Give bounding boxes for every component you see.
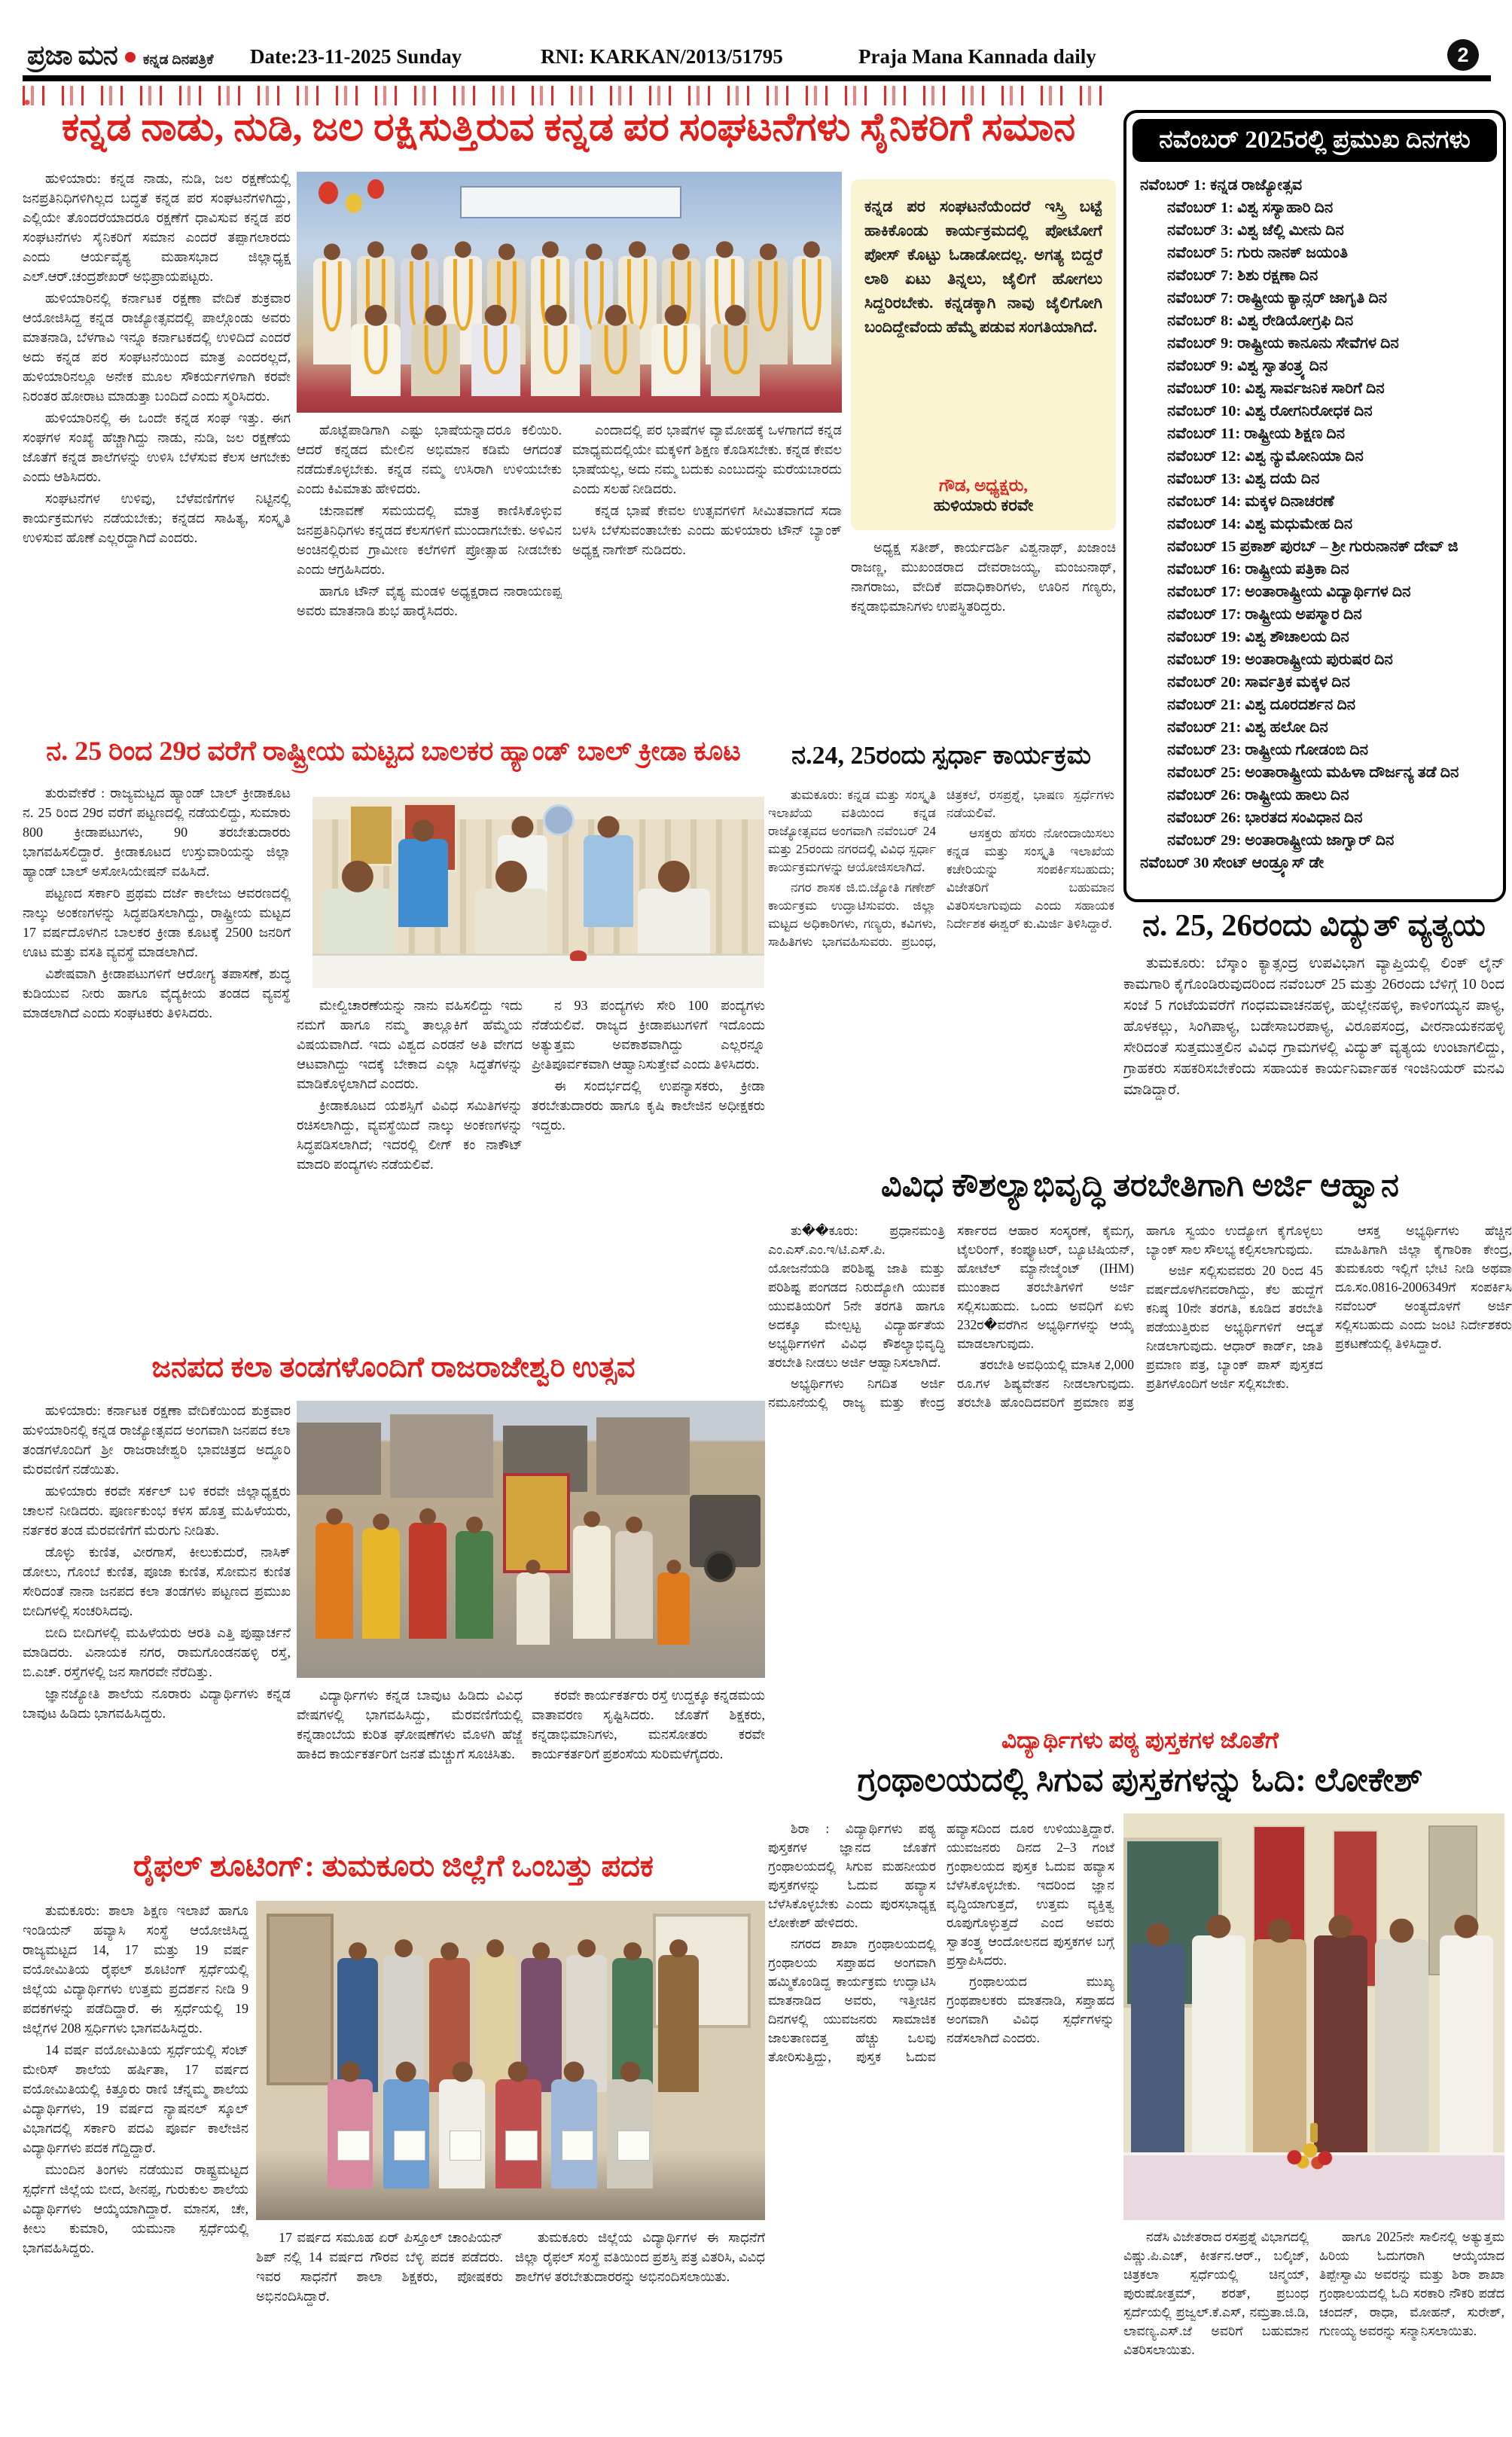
logo-subtitle: ಕನ್ನಡ ದಿನಪತ್ರಿಕೆ: [142, 52, 214, 68]
certificate: [450, 2130, 482, 2161]
person-figure: [1192, 1935, 1245, 2155]
paragraph: ನಡೆಸಿ ವಿಜೇತರಾದ ರಸಪ್ರಶ್ನೆ ವಿಭಾಗದಲ್ಲಿ ವಿಷ್ಣು.ಪಿ.ಎಚ್, ಕೀರ್ತನ.ಆರ್., ಬಲ್ಕಿಜ್, ಚಿತ್ರಕಲಾ ಸ್ಪರ್ಧೆಯಲ್ಲಿ ಚಿನ್ಮಯ್, ಪುರುಷೋತ್ತಮ್, ಶರತ್, ಪ್ರಬಂಧ ಸ್ಪರ್ದೆಯಲ್ಲಿ ಪ್ರಜ್ವಲ್.ಕೆ.ಎಸ್, ನಮ್ರತಾ.ಜಿ.ಡಿ, ಲಾವಣ್ಯ.ಎಸ್.ಜೆ ಅವರಿಗೆ ಬಹುಮಾನ ವಿತರಿಸಲಾಯಿತು.: [1123, 2229, 1309, 2357]
paragraph: ನವೆಂಬರ್ 17: ಅಂತಾರಾಷ್ಟ್ರೀಯ ವಿದ್ಯಾರ್ಥಿಗಳ ದಿನ: [1167, 584, 1411, 600]
utsava-column-1: [23, 1401, 291, 1850]
paragraph: ನವೆಂಬರ್ 16: ರಾಷ್ಟ್ರೀಯ ಪತ್ರಿಕಾ ದಿನ: [1167, 561, 1349, 578]
folk-dancer-figure: [456, 1531, 493, 1639]
paragraph: ತರಬೇತಿ ಅವಧಿಯಲ್ಲಿ ಮಾಸಿಕ 2,000 ರೂ.ಗಳ ಶಿಷ್ಯವೇತನ ನೀಡಲಾಗುವುದು. ತರಬೇತಿ ಹೊಂದಿದವರಿಗೆ ಪ್ರಮಾಣ ಪತ್ರ ಹಾಗೂ ಸ್ವಯಂ ಉದ್ಯೋಗ ಕೈಗೊಳ್ಳಲು ಬ್ಯಾಂಕ್ ಸಾಲ ಸೌಲಭ್ಯ ಕಲ್ಪಿಸಲಾಗುವುದು.: [957, 1223, 1323, 1410]
library-body-left: [768, 1819, 1114, 2417]
person-figure: [398, 839, 448, 927]
paragraph: ನವೆಂಬರ್ 23: ರಾಷ್ಟ್ರೀಯ ಗೋಡಂಬಿ ದಿನ: [1167, 742, 1369, 758]
paragraph: ಹುಳಿಯಾರಿನಲ್ಲಿ ಈ ಒಂದೇ ಕನ್ನಡ ಸಂಘ ಇತ್ತು. ಈಗ ಸಂಘಗಳ ಸಂಖ್ಯೆ ಹೆಚ್ಚಾಗಿದ್ದು ನಾಡು, ನುಡಿ, ಜಲ ರಕ್ಷಣೆಯ ಜೊತೆಗೆ ಕನ್ನಡ ಶಾಲೆಗಳನ್ನು ಉಳಿಸಿ ಬೆಳೆಸುವ ಕೆಲಸ ಆಗಬೇಕು ಎಂದು ಆಶಿಸಿದರು.: [23, 410, 291, 484]
handball-column-1: [23, 783, 291, 1350]
person-figure: [1253, 1939, 1306, 2155]
paragraph: ನವೆಂಬರ್ 25: ಅಂತಾರಾಷ್ಟ್ರೀಯ ಮಹಿಳಾ ದೌರ್ಜನ್ಯ ತಡೆ ದಿನ: [1167, 764, 1459, 781]
paragraph: ನವೆಂಬರ್ 15 ಪ್ರಕಾಶ್ ಪುರಬ್ – ಶ್ರೀ ಗುರುನಾನಕ್ ದೇವ್ ಜಿ: [1167, 538, 1459, 555]
paragraph: ನವೆಂಬರ್ 5: ಗುರು ನಾನಕ್ ಜಯಂತಿ: [1167, 245, 1348, 261]
person-figure: [351, 324, 400, 396]
garland-border-decoration: [23, 86, 1111, 105]
person-figure: [651, 324, 700, 396]
paragraph: ನವೆಂಬರ್ 14: ಮಕ್ಕಳ ದಿನಾಚರಣೆ: [1167, 493, 1334, 510]
paragraph: ನವೆಂಬರ್ 19: ಅಂತಾರಾಷ್ಟ್ರೀಯ ಪುರುಷರ ದಿನ: [1167, 651, 1393, 668]
building: [390, 1414, 493, 1497]
desk: [312, 953, 764, 988]
person-figure: [531, 324, 580, 396]
balloon-decoration: [367, 179, 384, 199]
pull-quote-attribution: ಗೌಡ, ಅಧ್ಯಕ್ಷರು,: [938, 476, 1029, 495]
paragraph: ಕ್ರೀಡಾಕೂಟದ ಯಶಸ್ಸಿಗೆ ವಿವಿಧ ಸಮಿತಿಗಳನ್ನು ರಚಿಸಲಾಗಿದ್ದು, ವ್ಯವಸ್ಥೆಯಿದೆ ನಾಲ್ಕು ಅಂಕಣಗಳನ್ನು ಸಿದ್ಧಪಡಿಸಲಾಗಿದೆ; ಇದರಲ್ಲಿ ಲೀಗ್ ಕಂ ನಾಕೌಟ್ ಮಾದರಿ ಪಂದ್ಯಗಳು ನಡೆಯಲಿವೆ.: [297, 1098, 523, 1172]
paragraph: ನವೆಂಬರ್ 30 ಸೇಂಟ್ ಆಂಡ್ರ್ಯೂಸ್ ಡೇ: [1140, 855, 1325, 871]
person-figure: [411, 324, 460, 396]
paragraph: ನವೆಂಬರ್ 29: ಅಂತಾರಾಷ್ಟ್ರೀಯ ಜಾಗ್ವಾರ್ ದಿನ: [1167, 832, 1395, 849]
building: [596, 1417, 690, 1495]
skill-headline: ವಿವಿಧ ಕೌಶಲ್ಯಾಭಿವೃದ್ಧಿ ತರಬೇತಿಗಾಗಿ ಅರ್ಜಿ ಆಹ್ವಾನ: [881, 1169, 1399, 1203]
paragraph: ನವೆಂಬರ್ 10: ವಿಶ್ವ ಸಾರ್ವಜನಿಕ ಸಾರಿಗೆ ದಿನ: [1167, 380, 1385, 397]
person-figure: [591, 324, 640, 396]
main-article-column-3: [572, 420, 842, 705]
paragraph: ಹುಳಿಯಾರಿನಲ್ಲಿ ಕರ್ನಾಟಕ ರಕ್ಷಣಾ ವೇದಿಕೆ ಶುಕ್ರವಾರ ಆಯೋಜಿಸಿದ್ದ ಕನ್ನಡ ರಾಜ್ಯೋತ್ಸವದಲ್ಲಿ ಪಾಲ್ಗೊಂಡು ಅವರು ಮಾತನಾಡಿ, ಬೆಳಗಾವಿ ಇನ್ನೂ ಕರ್ನಾಟಕದಲ್ಲಿ ಉಳಿದಿದೆ ಎಂದರೆ ಅದು ಕನ್ನಡ ಪರ ಸಂಘಟನೆಯಿಂದ ಮಾತ್ರ ಎಂದರಲ್ಲದೆ, ಹುಳಿಯಾರಿನಲ್ಲೂ ಅನೇಕ ಮೂಲ ಸೌಕರ್ಯಗಳಿಗಾಗಿ ಕರವೇ ನಿರಂತರ ಹೋರಾಟ ಮಾಡುತ್ತಾ ಬಂದಿದೆ ಎಂದು ಸ್ಮರಿಸಿದರು.: [23, 291, 291, 404]
paragraph: ಮುಂದಿನ ತಿಂಗಳು ನಡೆಯುವ ರಾಷ್ಟ್ರಮಟ್ಟದ ಸ್ಪರ್ಧೆಗೆ ಜಿಲ್ಲೆಯ ಬೀದ, ಶೀನಪ್ಪ, ಗುರುಕುಲ ಶಾಲೆಯ ವಿದ್ಯಾರ್ಥಿಗಳು ಆಯ್ಕೆಯಾಗಿದ್ದಾರೆ. ಮಾನಸ, ಚೇ, ಕೀಲು ಕುಮಾರಿ, ಯಮುನಾ ಸ್ಪರ್ಧೆಯಲ್ಲಿ ಭಾಗವಹಿಸಿದ್ದರು.: [23, 2162, 248, 2256]
paragraph: ನವೆಂಬರ್ 11: ರಾಷ್ಟ್ರೀಯ ಶಿಕ್ಷಣ ದಿನ: [1167, 425, 1346, 442]
person-figure: [711, 324, 760, 396]
rifle-headline: ರೈಫಲ್ ಶೂಟಿಂಗ್: ತುಮಕೂರು ಜಿಲ್ಲೆಗೆ ಒಂಬತ್ತು ಪದಕ: [133, 1850, 654, 1883]
paragraph: ನವೆಂಬರ್ 1: ಕನ್ನಡ ರಾಜ್ಯೋತ್ಸವ: [1140, 177, 1303, 194]
folk-dancer-figure: [362, 1528, 400, 1639]
paragraph: ಮೇಲ್ವಿಚಾರಣೆಯನ್ನು ನಾನು ವಹಿಸಲಿದ್ದು ಇದು ನಮಗೆ ಹಾಗೂ ನಮ್ಮ ತಾಲ್ಲೂಕಿಗೆ ಹೆಮ್ಮೆಯ ವಿಷಯವಾಗಿದೆ. ಇದು ವಿಶ್ವದ ಎರಡನೆ ಅತಿ ವೇಗದ ಆಟವಾಗಿದ್ದು ಇದಕ್ಕೆ ಬೇಕಾದ ಎಲ್ಲಾ ಸಿದ್ಧತೆಗಳನ್ನು ಮಾಡಿಕೊಳ್ಳಲಾಗಿದೆ ಎಂದರು.: [297, 998, 523, 1091]
paragraph: ನವೆಂಬರ್ 13: ವಿಶ್ವ ದಯೆ ದಿನ: [1167, 471, 1320, 487]
paragraph: ಅಧ್ಯಕ್ಷ ಸತೀಶ್, ಕಾರ್ಯದರ್ಶಿ ವಿಶ್ವನಾಥ್, ಖಜಾಂಚಿ ರಾಜಣ್ಣ, ಮುಖಂಡರಾದ ದೇವರಾಜಯ್ಯ, ಮಂಜುನಾಥ್, ನಾಗರಾಜು, ವೇದಿಕೆ ಪದಾಧಿಕಾರಿಗಳು, ಊರಿನ ಗಣ್ಯರು, ಕನ್ನಡಾಭಿಮಾನಿಗಳು ಉಪಸ್ಥಿತರಿದ್ದರು.: [851, 540, 1116, 614]
paragraph: ನವೆಂಬರ್ 17: ರಾಷ್ಟ್ರೀಯ ಅಪಸ್ಮಾರ ದಿನ: [1167, 606, 1362, 623]
paragraph: ಎಂದಾದಲ್ಲಿ ಪರ ಭಾಷೆಗಳ ವ್ಯಾಮೋಹಕ್ಕೆ ಒಳಗಾಗದೆ ಕನ್ನಡ ಮಾಧ್ಯಮದಲ್ಲಿಯೇ ಮಕ್ಕಳಿಗೆ ಶಿಕ್ಷಣ ಕೊಡಿಸಬೇಕು. ಕನ್ನಡ ಕೇವಲ ಭಾಷೆಯಲ್ಲ, ಅದು ನಮ್ಮ ಬದುಕು ಎಂಬುದನ್ನು ಮರೆಯಬಾರದು ಎಂದು ಸಲಹೆ ನೀಡಿದರು.: [572, 422, 842, 496]
paragraph: ಚುನಾವಣೆ ಸಮಯದಲ್ಲಿ ಮಾತ್ರ ಕಾಣಿಸಿಕೊಳ್ಳುವ ಜನಪ್ರತಿನಿಧಿಗಳು ಕನ್ನಡದ ಕೆಲಸಗಳಿಗೆ ಮುಂದಾಗಬೇಕು. ಅಳಿವಿನ ಅಂಚಿನಲ್ಲಿರುವ ಗ್ರಾಮೀಣ ಕಲೆಗಳಿಗೆ ಪ್ರೋತ್ಸಾಹ ನೀಡಬೇಕು ಎಂದು ಆಗ್ರಹಿಸಿದರು.: [297, 503, 562, 577]
power-cut-body: [1123, 953, 1504, 1176]
person-figure: [584, 835, 633, 927]
paragraph: ನ 93 ಪಂದ್ಯಗಳು ಸೇರಿ 100 ಪಂದ್ಯಗಳು ನೆಡೆಯಲಿವೆ. ರಾಜ್ಯದ ಕ್ರೀಡಾಪಟುಗಳಿಗೆ ಇದೊಂದು ಅತ್ಯುತ್ತಮ ಅವಕಾಶವಾಗಿದ್ದು ಎಲ್ಲರನ್ನೂ ಪ್ರೀತಿಪೂರ್ವಕವಾಗಿ ಆಹ್ವಾನಿಸುತ್ತೇವೆ ಎಂದು ತಿಳಿಸಿದರು.: [532, 998, 765, 1072]
photo-frame: [349, 804, 394, 866]
paragraph: ನಗರ ಶಾಸಕ ಜಿ.ಬಿ.ಜ್ಯೋತಿ ಗಣೇಶ್ ಕಾರ್ಯಕ್ರಮ ಉದ್ಘಾಟಿಸುವರು. ಜಿಲ್ಲಾ ಮಟ್ಟದ ಅಧಿಕಾರಿಗಳು, ಗಣ್ಯರು, ಕವಿಗಳು, ಸಾಹಿತಿಗಳು ಭಾಗವಹಿಸುವರು. ಪ್ರಬಂಧ, ಚಿತ್ರಕಲೆ, ರಸಪ್ರಶ್ನೆ, ಭಾಷಣ ಸ್ಪರ್ಧೆಗಳು ನಡೆಯಲಿವೆ.: [768, 788, 1114, 949]
paragraph: ನವೆಂಬರ್ 14: ವಿಶ್ವ ಮಧುಮೇಹ ದಿನ: [1167, 516, 1353, 532]
power-cut-headline: ನ. 25, 26ರಂದು ವಿದ್ಯುತ್ ವ್ಯತ್ಯಯ: [1142, 908, 1486, 942]
person-figure: [658, 1955, 699, 2092]
rifle-column-1: [23, 1901, 248, 2417]
person-figure: [517, 1572, 550, 1645]
page-number-badge: 2: [1447, 39, 1479, 71]
door: [267, 1914, 334, 2085]
paragraph: ಬೀದಿ ಬೀದಿಗಳಲ್ಲಿ ಮಹಿಳೆಯರು ಆರತಿ ಎತ್ತಿ ಪುಷ್ಪಾರ್ಚನೆ ಮಾಡಿದರು. ವಿನಾಯಕ ನಗರ, ರಾಮಗೊಂಡನಹಳ್ಳಿ ರಸ್ತೆ, ಬಿ.ಎಚ್. ರಸ್ತೆಗಳಲ್ಲಿ ಜನ ಸಾಗರವೇ ನೆರೆದಿತ್ತು.: [23, 1625, 291, 1679]
paragraph: ತುರುವೇಕೆರೆ : ರಾಜ್ಯಮಟ್ಟದ ಹ್ಯಾಂಡ್ ಬಾಲ್ ಕ್ರೀಡಾಕೂಟ ನ. 25 ರಿಂದ 29ರ ವರೆಗೆ ಪಟ್ಟಣದಲ್ಲಿ ನಡೆಯಲಿದ್ದು, ಸುಮಾರು 800 ಕ್ರೀಡಾಪಟುಗಳು, 90 ತರಬೇತುದಾರರು ಭಾಗವಹಿಸಲಿದ್ದಾರೆ. ಕ್ರೀಡಾಕೂಟದ ಉಸ್ತುವಾರಿಯನ್ನು ಜಿಲ್ಲಾ ಹ್ಯಾಂಡ್ ಬಾಲ್ ಅಸೋಸಿಯೇಷನ್ ವಹಿಸಿದೆ.: [23, 785, 291, 879]
person-figure: [313, 258, 352, 364]
paragraph: ಹುಳಿಯಾರು: ಕನ್ನಡ ನಾಡು, ನುಡಿ, ಜಲ ರಕ್ಷಣೆಯಲ್ಲಿ ಜನಪ್ರತಿನಿಧಿಗಳಿಗಿಲ್ಲದ ಬದ್ಧತೆ ಕನ್ನಡ ಪರ ಸಂಘಟನೆಗಳಿಗಿದ್ದು, ಎಲ್ಲಿಯೇ ತೊಂದರೆಯಾದರೂ ರಕ್ಷಣೆಗೆ ಧಾವಿಸುವ ಕನ್ನಡ ಪರ ಸಂಘಟನೆಗಳು ಸೈನಿಕರಿಗೆ ಸಮಾನ ಎಂದರೆ ತಪ್ಪಾಗಲಾರದು ಎಂದು ಆರ್ಯವೈಶ್ಯ ಮಹಾಸಭಾದ ಜಿಲ್ಲಾಧ್ಯಕ್ಷ ಎಲ್.ಆರ್.ಚಂದ್ರಶೇಖರ್ ಅಭಿಪ್ರಾಯಪಟ್ಟರು.: [23, 171, 291, 284]
handball-photo: [312, 797, 764, 988]
spardha-body: [768, 786, 1114, 1163]
paragraph: ನವೆಂಬರ್ 20: ಸಾರ್ವತ್ರಿಕ ಮಕ್ಕಳ ದಿನ: [1167, 674, 1350, 691]
person-figure: [1375, 1939, 1428, 2155]
library-photo: [1123, 1813, 1504, 2220]
logo-text: ಪ್ರಜಾ ಮನ: [27, 40, 117, 70]
paragraph: ತುಮಕೂರು: ಬೆಸ್ಕಾಂ ಕ್ಯಾತ್ಸಂದ್ರ ಉಪವಿಭಾಗ ವ್ಯಾಪ್ತಿಯಲ್ಲಿ ಲಿಂಕ್ ಲೈನ್ ಕಾಮಗಾರಿ ಕೈಗೊಂಡಿರುವುದರಿಂದ ನವೆಂಬರ್ 25 ಮತ್ತು 26ರಂದು ಬೆಳಿಗ್ಗೆ 10 ರಿಂದ ಸಂಜೆ 5 ಗಂಟೆಯವರೆಗೆ ಗಂಧಮವಾಚನಹಳ್ಳಿ, ಹುಲ್ಲೇನಹಳ್ಳಿ, ಕಾಳಿಂಗಯ್ಯನ ಪಾಳ್ಯ, ಹೊಳಕಲ್ಲು, ಸಿಂಗಿಪಾಳ್ಯ, ಬಡೇಸಾಬರಪಾಳ್ಯ, ವಿರೂಪಸಂದ್ರ, ವೀರನಾಯಕನಹಳ್ಳಿ ಸೇರಿದಂತೆ ಸುತ್ತಮುತ್ತಲಿನ ವಿವಿಧ ಗ್ರಾಮಗಳಲ್ಲಿ ವಿದ್ಯುತ್ ವ್ಯತ್ಯಯ ಉಂಟಾಗಲಿದ್ದು, ಗ್ರಾಹಕರು ಸಹಕರಿಸಬೇಕೆಂದು ಸಹಾಯಕ ಕಾರ್ಯನಿರ್ವಾಹಕ ಇಂಜಿನಿಯರ್ ಮನವಿ ಮಾಡಿದ್ದಾರೆ.: [1123, 956, 1504, 1098]
tractor-wheel: [704, 1551, 736, 1582]
paragraph: ನವೆಂಬರ್ 10: ವಿಶ್ವ ರೋಗನಿರೋಧಕ ದಿನ: [1167, 403, 1373, 419]
paragraph: 17 ವರ್ಷದ ಸಮೂಹ ಏರ್ ಪಿಸ್ತೂಲ್ ಚಾಂಪಿಯನ್ ಶಿಪ್ ನಲ್ಲಿ 14 ವರ್ಷದ ಗೌರವ ಬೆಳ್ಳಿ ಪದಕ ಪಡೆದರು. ಇವರ ಸಾಧನೆಗೆ ಶಾಲಾ ಶಿಕ್ಷಕರು, ಪೋಷಕರು ಅಭಿನಂದಿಸಿದ್ದಾರೆ.: [256, 2230, 503, 2304]
important-days-title: ನವೆಂಬರ್ 2025ರಲ್ಲಿ ಪ್ರಮುಖ ದಿನಗಳು: [1132, 119, 1497, 162]
paragraph: ನವೆಂಬರ್ 9: ರಾಷ್ಟ್ರೀಯ ಕಾನೂನು ಸೇವೆಗಳ ದಿನ: [1167, 335, 1399, 352]
logo-emblem-icon: [125, 52, 136, 63]
procession-photo: [297, 1401, 765, 1678]
paragraph: ಹುಳಿಯಾರು: ಕರ್ನಾಟಕ ರಕ್ಷಣಾ ವೇದಿಕೆಯಿಂದ ಶುಕ್ರವಾರ ಹುಳಿಯಾರಿನಲ್ಲಿ ಕನ್ನಡ ರಾಜ್ಯೋತ್ಸವದ ಅಂಗವಾಗಿ ಜನಪದ ಕಲಾ ತಂಡಗಳೊಂದಿಗೆ ಶ್ರೀ ರಾಜರಾಜೇಶ್ವರಿ ಭಾವಚಿತ್ರದ ಅದ್ಧೂರಿ ಮೆರವಣಿಗೆ ನಡೆಯಿತು.: [23, 1403, 291, 1477]
important-days-box: [1123, 110, 1506, 902]
utsava-column-3: [532, 1685, 765, 1850]
pull-quote-attribution-org: ಹುಳಿಯಾರು ಕರವೇ: [933, 496, 1034, 514]
paragraph: ತುಮಕೂರು ಜಿಲ್ಲೆಯ ವಿದ್ಯಾರ್ಥಿಗಳ ಈ ಸಾಧನೆಗೆ ಜಿಲ್ಲಾ ರೈಫಲ್ ಸಂಸ್ಥೆ ವತಿಯಿಂದ ಪ್ರಶಸ್ತಿ ಪತ್ರ ವಿತರಿಸಿ, ವಿವಿಧ ಶಾಲೆಗಳ ತರಬೇತುದಾರರನ್ನು ಅಭಿನಂದಿಸಲಾಯಿತು.: [515, 2230, 765, 2284]
pull-quote-box: [851, 179, 1116, 530]
person-figure: [1314, 1935, 1367, 2155]
person-figure: [1131, 1944, 1184, 2155]
paragraph: ವಿಶೇಷವಾಗಿ ಕ್ರೀಡಾಪಟುಗಳಿಗೆ ಆರೋಗ್ಯ ತಪಾಸಣೆ, ಶುದ್ಧ ಕುಡಿಯುವ ನೀರು ಹಾಗೂ ವೈದ್ಯಕೀಯ ತಂಡದ ವ್ಯವಸ್ಥೆ ಮಾಡಲಾಗಿದೆ ಎಂದು ಸಂಘಟಕರು ತಿಳಿಸಿದರು.: [23, 966, 291, 1020]
flower-arrangement: [1284, 2137, 1337, 2171]
paragraph: ತುಮಕೂರು: ಶಾಲಾ ಶಿಕ್ಷಣ ಇಲಾಖೆ ಹಾಗೂ ಇಂಡಿಯನ್ ಹವ್ಯಾಸಿ ಸಂಸ್ಥೆ ಆಯೋಜಿಸಿದ್ದ ರಾಜ್ಯಮಟ್ಟದ 14, 17 ಮತ್ತು 19 ವರ್ಷ ವಯೋಮಿತಿಯ ರೈಫಲ್ ಶೂಟಿಂಗ್ ಸ್ಪರ್ಧೆಯಲ್ಲಿ ಜಿಲ್ಲೆಯ ವಿದ್ಯಾರ್ಥಿಗಳು ಉತ್ತಮ ಪ್ರದರ್ಶನ ನೀಡಿ 9 ಪದಕಗಳನ್ನು ಪಡೆದಿದ್ದಾರೆ. ಈ ಸ್ಪರ್ಧೆಯಲ್ಲಿ 19 ಜಿಲ್ಲೆಗಳ 208 ಸ್ಪರ್ಧಿಗಳು ಭಾಗವಹಿಸಿದ್ದರು.: [23, 1903, 248, 2036]
certificate: [337, 2130, 370, 2161]
paragraph: 14 ವರ್ಷ ವಯೋಮಿತಿಯ ಸ್ಪರ್ಧೆಯಲ್ಲಿ ಸೆಂಟ್ ಮೇರಿಸ್ ಶಾಲೆಯ ಹರ್ಷಿತಾ, 17 ವರ್ಷದ ವಯೋಮಿತಿಯಲ್ಲಿ ಕಿತ್ತೂರು ರಾಣಿ ಚೆನ್ನಮ್ಮ ಶಾಲೆಯ ವಿದ್ಯಾರ್ಥಿಗಳು, 19 ವರ್ಷದ ನ್ಯಾಷನಲ್ ಸ್ಕೂಲ್ ವಿಭಾಗದಲ್ಲಿ ಸರ್ಕಾರಿ ಪದವಿ ಪೂರ್ವ ಕಾಲೇಜಿನ ವಿದ್ಯಾರ್ಥಿಗಳು ಪದಕ ಗೆದ್ದಿದ್ದಾರೆ.: [23, 2042, 248, 2155]
wall-fan: [543, 804, 575, 836]
paragraph: ತುಮಕೂರು: ಕನ್ನಡ ಮತ್ತು ಸಂಸ್ಕೃತಿ ಇಲಾಖೆಯ ವತಿಯಿಂದ ಕನ್ನಡ ರಾಜ್ಯೋತ್ಸವದ ಅಂಗವಾಗಿ ನವೆಂಬರ್ 24 ಮತ್ತು 25ರಂದು ನಗರದಲ್ಲಿ ವಿವಿಧ ಸ್ಪರ್ಧಾ ಕಾರ್ಯಕ್ರಮಗಳನ್ನು ಆಯೋಜಿಸಲಾಗಿದೆ.: [768, 788, 936, 874]
folk-dancer-figure: [657, 1572, 690, 1645]
building: [297, 1423, 381, 1495]
paragraph: ವಿದ್ಯಾರ್ಥಿಗಳು ಕನ್ನಡ ಬಾವುಟ ಹಿಡಿದು ವಿವಿಧ ವೇಷಗಳಲ್ಲಿ ಭಾಗವಹಿಸಿದ್ದು, ಮೆರವಣಿಗೆಯಲ್ಲಿ ಕನ್ನಡಾಂಬೆಯ ಕುರಿತ ಘೋಷಣೆಗಳು ಮೊಳಗಿ ಹೆಜ್ಜೆ ಹಾಕಿದ ಕಾರ್ಯಕರ್ತರಿಗೆ ಜನತೆ ಮೆಚ್ಚುಗೆ ಸೂಚಿಸಿತು.: [297, 1688, 523, 1761]
paragraph: ನವೆಂಬರ್ 7: ಶಿಶು ರಕ್ಷಣಾ ದಿನ: [1167, 267, 1318, 284]
paragraph: ತು��ಕೂರು: ಪ್ರಧಾನಮಂತ್ರಿ ಎಂ.ಎಸ್.ಎಂ.ಇ/ಟಿ.ಎಸ್.ಪಿ. ಯೋಜನೆಯಡಿ ಪರಿಶಿಷ್ಟ ಜಾತಿ ಮತ್ತು ಪರಿಶಿಷ್ಟ ಪಂಗಡದ ನಿರುದ್ಯೋಗಿ ಯುವಕ ಯುವತಿಯರಿಗೆ 5ನೇ ತರಗತಿ ಹಾಗೂ ಅದಕ್ಕೂ ಮೇಲ್ಪಟ್ಟ ವಿದ್ಯಾರ್ಹತೆಯ ಅಭ್ಯರ್ಥಿಗಳಿಗೆ ವಿವಿಧ ಕೌಶಲ್ಯಾಭಿವೃದ್ಧಿ ತರಬೇತಿ ನೀಡಲು ಅರ್ಜಿ ಆಹ್ವಾನಿಸಲಾಗಿದೆ.: [768, 1223, 945, 1370]
paragraph: ಜ್ಞಾನಜ್ಯೋತಿ ಶಾಲೆಯ ನೂರಾರು ವಿದ್ಯಾರ್ಥಿಗಳು ಕನ್ನಡ ಬಾವುಟ ಹಿಡಿದು ಭಾಗವಹಿಸಿದ್ದರು.: [23, 1686, 291, 1721]
paragraph: ಶಿರಾ : ವಿದ್ಯಾರ್ಥಿಗಳು ಪಠ್ಯ ಪುಸ್ತಕಗಳ ಜ್ಞಾನದ ಜೊತೆಗೆ ಗ್ರಂಥಾಲಯದಲ್ಲಿ ಸಿಗುವ ಮಹನೀಯರ ಪುಸ್ತಕಗಳನ್ನು ಓದುವ ಹವ್ಯಾಸ ಬೆಳೆಸಿಕೊಳ್ಳಬೇಕು ಎಂದು ಪುರಸಭಾಧ್ಯಕ್ಷ ಲೋಕೇಶ್ ಹೇಳಿದರು.: [768, 1821, 936, 1930]
paragraph: ನವೆಂಬರ್ 9: ವಿಶ್ವ ಸ್ವಾತಂತ್ರ್ಯ ದಿನ: [1167, 358, 1328, 374]
paragraph: ಅರ್ಜಿ ಸಲ್ಲಿಸುವವರು 20 ರಿಂದ 45 ವರ್ಷದೊಳಗಿನವರಾಗಿದ್ದು, ಕೆಲ ಹುದ್ದೆಗೆ ಕನಿಷ್ಠ 10ನೇ ತರಗತಿ, ಕೂಡಿದ ತರಬೇತಿ ಪಡೆಯುತ್ತಿರುವ ಅಭ್ಯರ್ಥಿಗಳಿಗೆ ಆದ್ಯತೆ ನೀಡಲಾಗುವುದು. ಆಧಾರ್ ಕಾರ್ಡ್, ಜಾತಿ ಪ್ರಮಾಣ ಪತ್ರ, ಬ್ಯಾಂಕ್ ಪಾಸ್ ಪುಸ್ತಕದ ಪ್ರತಿಗಳೊಂದಿಗೆ ಅರ್ಜಿ ಸಲ್ಲಿಸಬೇಕು.: [1146, 1263, 1323, 1391]
main-article-column-4: [851, 538, 1116, 705]
stage-banner: [460, 186, 681, 218]
skill-body: [768, 1222, 1512, 1725]
paragraph: ಹಾಗೂ ಟೌನ್ ವೈಶ್ಯ ಮಂಡಳಿ ಅಧ್ಯಕ್ಷರಾದ ನಾರಾಯಣಪ್ಪ ಅವರು ಮಾತನಾಡಿ ಶುಭ ಹಾರೈಸಿದರು.: [297, 584, 562, 618]
rifle-column-2: [256, 2228, 503, 2417]
paragraph: ಡೊಳ್ಳು ಕುಣಿತ, ವೀರಗಾಸೆ, ಕೀಲುಕುದುರೆ, ನಾಸಿಕ್ ಡೋಲು, ಗೊಂಬೆ ಕುಣಿತ, ಪೂಜಾ ಕುಣಿತ, ಸೋಮನ ಕುಣಿತ ಸೇರಿದಂತೆ ನಾನಾ ಜನಪದ ಕಲಾ ತಂಡಗಳು ಪಟ್ಟಣದ ಪ್ರಮುಖ ಬೀದಿಗಳಲ್ಲಿ ಸಂಚರಿಸಿದವು.: [23, 1545, 291, 1618]
masthead-logo: [27, 39, 245, 75]
paragraph: ನವೆಂಬರ್ 1: ವಿಶ್ವ ಸಸ್ಯಾಹಾರಿ ದಿನ: [1167, 200, 1334, 216]
call-bell: [570, 950, 587, 961]
important-days-list: [1126, 168, 1503, 880]
paragraph: ನವೆಂಬರ್ 7: ರಾಷ್ಟ್ರೀಯ ಕ್ಯಾನ್ಸರ್ ಜಾಗೃತಿ ದಿನ: [1167, 290, 1387, 307]
paragraph: ನವೆಂಬರ್ 12: ವಿಶ್ವ ನ್ಯುಮೋನಿಯಾ ದಿನ: [1167, 448, 1364, 465]
folk-dancer-figure: [316, 1523, 353, 1639]
paragraph: ನವೆಂಬರ್ 26: ಭಾರತದ ಸಂವಿಧಾನ ದಿನ: [1167, 810, 1363, 826]
paragraph: ನವೆಂಬರ್ 21: ವಿಶ್ವ ಹಲೋ ದಿನ: [1167, 719, 1328, 736]
handball-column-2: [297, 996, 523, 1350]
rifle-column-3: [515, 2228, 765, 2417]
certificate: [617, 2130, 650, 2161]
paragraph: ಈ ಸಂದರ್ಭದಲ್ಲಿ ಉಪನ್ಯಾಸಕರು, ಕ್ರೀಡಾ ತರಬೇತುದಾರರು ಹಾಗೂ ಕೃಷಿ ಕಾಲೇಜಿನ ಅಧೀಕ್ಷಕರು ಇದ್ದರು.: [532, 1078, 765, 1133]
folk-dancer-figure: [409, 1523, 447, 1639]
person-figure: [793, 256, 831, 364]
paper-name-label: Praja Mana Kannada daily: [858, 45, 1096, 68]
handball-headline: ನ. 25 ರಿಂದ 29ರ ವರೆಗೆ ರಾಷ್ಟ್ರೀಯ ಮಟ್ಟದ ಬಾಲಕರ ಹ್ಯಾಂಡ್ ಬಾಲ್ ಕ್ರೀಡಾ ಕೂಟ: [46, 737, 741, 766]
lamp: [1310, 2123, 1318, 2143]
paragraph: ಆಸಕ್ತರು ಹೆಸರು ನೋಂದಾಯಿಸಲು ಕನ್ನಡ ಮತ್ತು ಸಂಸ್ಕೃತಿ ಇಲಾಖೆಯ ಕಚೇರಿಯನ್ನು ಸಂಪರ್ಕಿಸಬಹುದು; ವಿಜೇತರಿಗೆ ಬಹುಮಾನ ವಿತರಿಸಲಾಗುವುದು ಎಂದು ಸಹಾಯಕ ನಿರ್ದೇಶಕ ಈಶ್ವರ್ ಕು.ಮಿರ್ಜಿ ತಿಳಿಸಿದ್ದಾರೆ.: [947, 826, 1114, 931]
utsava-headline: ಜನಪದ ಕಲಾ ತಂಡಗಳೊಂದಿಗೆ ರಾಜರಾಜೇಶ್ವರಿ ಉತ್ಸವ: [151, 1353, 636, 1383]
paragraph: ಕರವೇ ಕಾರ್ಯಕರ್ತರು ರಸ್ತೆ ಉದ್ದಕ್ಕೂ ಕನ್ನಡಮಯ ವಾತಾವರಣ ಸೃಷ್ಟಿಸಿದರು. ಜೊತೆಗೆ ಶಿಕ್ಷಕರು, ಕನ್ನಡಾಭಿಮಾನಿಗಳು, ಮನಸೋತರು ಕರವೇ ಕಾರ್ಯಕರ್ತರಿಗೆ ಪ್ರಶಂಸೆಯ ಸುರಿಮಳೆಗೈದರು.: [532, 1688, 765, 1761]
paragraph: ನಗರದ ಶಾಖಾ ಗ್ರಂಥಾಲಯದಲ್ಲಿ ಗ್ರಂಥಾಲಯ ಸಪ್ತಾಹದ ಅಂಗವಾಗಿ ಹಮ್ಮಿಕೊಂಡಿದ್ದ ಕಾರ್ಯಕ್ರಮ ಉದ್ಘಾಟಿಸಿ ಮಾತನಾಡಿದ ಅವರು, ಇತ್ತೀಚಿನ ದಿನಗಳಲ್ಲಿ ಯುವಜನರು ಸಾಮಾಜಿಕ ಜಾಲತಾಣದತ್ತ ಹೆಚ್ಚು ಒಲವು ತೋರಿಸುತ್ತಿದ್ದು, ಪುಸ್ತಕ ಓದುವ ಹವ್ಯಾಸದಿಂದ ದೂರ ಉಳಿಯುತ್ತಿದ್ದಾರೆ. ಯುವಜನರು ದಿನದ 2–3 ಗಂಟೆ ಗ್ರಂಥಾಲಯದ ಪುಸ್ತಕ ಓದುವ ಹವ್ಯಾಸ ಬೆಳೆಸಿಕೊಳ್ಳಬೇಕು. ಇದರಿಂದ ಜ್ಞಾನ ವೃದ್ಧಿಯಾಗುತ್ತದೆ, ಉತ್ತಮ ವ್ಯಕ್ತಿತ್ವ ರೂಪುಗೊಳ್ಳುತ್ತದೆ ಎಂದ ಅವರು ಸ್ವಾತಂತ್ರ್ಯ ಆಂದೋಲನದ ಪುಸ್ತಕಗಳ ಬಗ್ಗೆ ಪ್ರಸ್ತಾಪಿಸಿದರು.: [768, 1821, 1114, 2064]
main-article-column-1: [23, 169, 291, 705]
paragraph: ಹುಳಿಯಾರು ಕರವೇ ಸರ್ಕಲ್ ಬಳಿ ಕರವೇ ಜಿಲ್ಲಾಧ್ಯಕ್ಷರು ಚಾಲನೆ ನೀಡಿದರು. ಪೂರ್ಣಕುಂಭ ಕಳಸ ಹೊತ್ತ ಮಹಿಳೆಯರು, ನರ್ತಕರ ತಂಡ ಮೆರವಣಿಗೆಗೆ ಮೆರುಗು ನೀಡಿತು.: [23, 1484, 291, 1538]
person-figure: [638, 889, 710, 957]
paragraph: ಕನ್ನಡ ಭಾಷೆ ಕೇವಲ ಉತ್ಸವಗಳಿಗೆ ಸೀಮಿತವಾಗದೆ ಸದಾ ಬಳಸಿ ಬೆಳೆಸುವಂತಾಬೇಕು ಎಂದು ಹುಳಿಯಾರು ಟೌನ್ ಬ್ಯಾಂಕ್ ಅಧ್ಯಕ್ಷ ನಾಗೇಶ್ ನುಡಿದರು.: [572, 503, 842, 557]
library-headline-top: ವಿದ್ಯಾರ್ಥಿಗಳು ಪಠ್ಯ ಪುಸ್ತಕಗಳ ಜೊತೆಗೆ: [1001, 1728, 1279, 1753]
person-figure: [471, 324, 520, 396]
rni-label: RNI: KARKAN/2013/51795: [541, 45, 783, 68]
spardha-headline: ನ.24, 25ರಂದು ಸ್ಪರ್ಧಾ ಕಾರ್ಯಕ್ರಮ: [791, 743, 1091, 770]
person-figure: [475, 889, 547, 957]
paragraph: ಆಸಕ್ತ ಅಭ್ಯರ್ಥಿಗಳು ಹೆಚ್ಚಿನ ಮಾಹಿತಿಗಾಗಿ ಜಿಲ್ಲಾ ಕೈಗಾರಿಕಾ ಕೇಂದ್ರ, ತುಮಕೂರು ಇಲ್ಲಿಗೆ ಭೇಟಿ ನೀಡಿ ಅಥವಾ ದೂ.ಸಂ.0816-2006349ಗೆ ಸಂಪರ್ಕಿಸಿ ನವೆಂಬರ್ ಅಂತ್ಯದೊಳಗೆ ಅರ್ಜಿ ಸಲ್ಲಿಸಬಹುದು ಎಂದು ಜಂಟಿ ನಿರ್ದೇಶಕರು ಪ್ರಕಟಣೆಯಲ್ಲಿ ತಿಳಿಸಿದ್ದಾರೆ.: [1335, 1223, 1512, 1351]
paragraph: ನವೆಂಬರ್ 8: ವಿಶ್ವ ರೇಡಿಯೋಗ್ರಫಿ ದಿನ: [1167, 313, 1354, 329]
library-body-below-photo: [1123, 2228, 1504, 2417]
paragraph: ಹೊಟ್ಟೆಪಾಡಿಗಾಗಿ ಎಷ್ಟು ಭಾಷೆಯನ್ನಾದರೂ ಕಲಿಯಿರಿ. ಆದರೆ ಕನ್ನಡದ ಮೇಲಿನ ಅಭಿಮಾನ ಕಡಿಮೆ ಆಗದಂತೆ ನಡೆದುಕೊಳ್ಳಬೇಕು. ಕನ್ನಡ ನಮ್ಮ ಉಸಿರಾಗಿ ಉಳಿಯಬೇಕು ಎಂದು ಕಿವಿಮಾತು ಹೇಳಿದರು.: [297, 422, 562, 496]
paragraph: ಸಂಘಟನೆಗಳ ಉಳಿವು, ಬೆಳೆವಣಿಗೆಗಳ ನಿಟ್ಟಿನಲ್ಲಿ ಕಾರ್ಯಕ್ರಮಗಳು ನಡೆಯಬೇಕು; ಕನ್ನಡದ ಸಾಹಿತ್ಯ, ಸಂಸ್ಕೃತಿ ಉಳಿಸುವ ಹೊಣೆ ಎಲ್ಲರದ್ದಾಗಿದೆ ಎಂದರು.: [23, 491, 291, 545]
paragraph: ಹಾಗೂ 2025ನೇ ಸಾಲಿನಲ್ಲಿ ಅತ್ಯುತ್ತಮ ಹಿರಿಯ ಓದುಗರಾಗಿ ಆಯ್ಕೆಯಾದ ತಿಪ್ಪೇಸ್ವಾಮಿ ಅವರನ್ನು ಮತ್ತು ಶಿರಾ ಶಾಖಾ ಗ್ರಂಥಾಲಯದಲ್ಲಿ ಓದಿ ಸರಕಾರಿ ನೌಕರಿ ಪಡೆದ ಚಂದನ್, ರಾಧಾ, ಮೋಹನ್, ಸುರೇಶ್, ಗುಣಯ್ಯ ಅವರನ್ನು ಸನ್ಮಾನಿಸಲಾಯಿತು.: [1319, 2229, 1504, 2338]
certificate: [562, 2130, 594, 2161]
handball-column-3: [532, 996, 765, 1350]
person-figure: [615, 1531, 653, 1639]
balloon-decoration: [319, 181, 338, 204]
certificate: [394, 2130, 426, 2161]
pull-quote-text: ಕನ್ನಡ ಪರ ಸಂಘಟನೆಯೆಂದರೆ ಇಸ್ತ್ರಿ ಬಟ್ಟೆ ಹಾಕಿಕೊಂಡು ಕಾರ್ಯಕ್ರಮದಲ್ಲಿ ಪೋಟೋಗೆ ಪೋಸ್ ಕೊಟ್ಟು ಓಡಾಡೋದಲ್ಲ. ಅಗತ್ಯ ಬಿದ್ದರೆ ಲಾಠಿ ಏಟು ತಿನ್ನಲು, ಜೈಲಿಗೆ ಹೋಗಲು ಸಿದ್ದರಿರಬೇಕು. ಕನ್ನಡಕ್ಕಾಗಿ ನಾವು ಜೈಲಿಗೋಗಿ ಬಂದಿದ್ದೇವೆಂದು ಹೆಮ್ಮೆ ಪಡುವ ಸಂಗತಿಯಾಗಿದೆ.: [864, 197, 1102, 336]
paragraph: ನವೆಂಬರ್ 3: ವಿಶ್ವ ಜೆಲ್ಲಿ ಮೀನು ದಿನ: [1167, 222, 1344, 239]
main-article-photo: [297, 172, 842, 413]
person-figure: [1440, 1935, 1493, 2155]
paragraph: ನವೆಂಬರ್ 26: ರಾಷ್ಟ್ರೀಯ ಹಾಲು ದಿನ: [1167, 787, 1349, 804]
deity-frame: [503, 1473, 570, 1573]
paragraph: ನವೆಂಬರ್ 21: ವಿಶ್ವ ದೂರದರ್ಶನ ದಿನ: [1167, 697, 1356, 713]
paragraph: ಗ್ರಂಥಾಲಯದ ಮುಖ್ಯ ಗ್ರಂಥಪಾಲಕರು ಮಾತನಾಡಿ, ಸಪ್ತಾಹದ ಅಂಗವಾಗಿ ವಿವಿಧ ಸ್ಪರ್ಧೆಗಳನ್ನು ನಡೆಸಲಾಗಿದೆ ಎಂದರು.: [947, 1974, 1114, 2045]
utsava-column-2: [297, 1685, 523, 1850]
main-article-headline: ಕನ್ನಡ ನಾಡು, ನುಡಿ, ಜಲ ರಕ್ಷಿಸುತ್ತಿರುವ ಕನ್ನಡ ಪರ ಸಂಘಟನೆಗಳು ಸೈನಿಕರಿಗೆ ಸಮಾನ: [61, 107, 1076, 149]
certificate: [505, 2130, 538, 2161]
rifle-photo: [256, 1901, 765, 2220]
library-headline-main: ಗ್ರಂಥಾಲಯದಲ್ಲಿ ಸಿಗುವ ಪುಸ್ತಕಗಳನ್ನು ಓದಿ: ಲೋಕೇಶ್: [857, 1762, 1423, 1798]
paragraph: ಪಟ್ಟಣದ ಸರ್ಕಾರಿ ಪ್ರಥಮ ದರ್ಜೆ ಕಾಲೇಜು ಆವರಣದಲ್ಲಿ ನಾಲ್ಕು ಅಂಕಣಗಳನ್ನು ಸಿದ್ಧಪಡಿಸಲಾಗಿದ್ದು, ರಾಷ್ಟ್ರೀಯ ಮಟ್ಟದ 17 ವರ್ಷದೊಳಗಿನ ಬಾಲಕರ ಕ್ರೀಡಾ ಕೂಟಕ್ಕೆ 2500 ಜನರಿಗೆ ಊಟ ಮತ್ತು ವಸತಿ ವ್ಯವಸ್ಥೆ ಮಾಡಲಾಗಿದೆ.: [23, 886, 291, 959]
date-label: Date:23-11-2025 Sunday: [250, 45, 462, 68]
main-article-column-2: [297, 420, 562, 705]
paragraph: ನವೆಂಬರ್ 19: ವಿಶ್ವ ಶೌಚಾಲಯ ದಿನ: [1167, 629, 1349, 645]
paragraph: ಅಭ್ಯರ್ಥಿಗಳು ನಿಗದಿತ ಅರ್ಜಿ ನಮೂನೆಯಲ್ಲಿ ರಾಜ್ಯ ಮತ್ತು ಕೇಂದ್ರ ಸರ್ಕಾರದ ಆಹಾರ ಸಂಸ್ಕರಣೆ, ಕೈಮಗ್ಗ, ಟೈಲರಿಂಗ್, ಕಂಪ್ಯೂಟರ್, ಬ್ಯೂಟಿಷಿಯನ್, ಹೋಟೆಲ್ ಮ್ಯಾನೇಜ್ಮೆಂಟ್ (IHM) ಮುಂತಾದ ತರಬೇತಿಗಳಿಗೆ ಅರ್ಜಿ ಸಲ್ಲಿಸಬಹುದು. ಒಂದು ಅವಧಿಗೆ ಏಳು 232ರ�ವರೆಗಿನ ಅಭ್ಯರ್ಥಿಗಳನ್ನು ಆಯ್ಕೆ ಮಾಡಲಾಗುವುದು.: [768, 1223, 1134, 1410]
balloon-decoration: [346, 194, 362, 213]
person-figure: [322, 889, 394, 957]
person-figure: [573, 1526, 611, 1639]
masthead-rule: [23, 75, 1491, 81]
